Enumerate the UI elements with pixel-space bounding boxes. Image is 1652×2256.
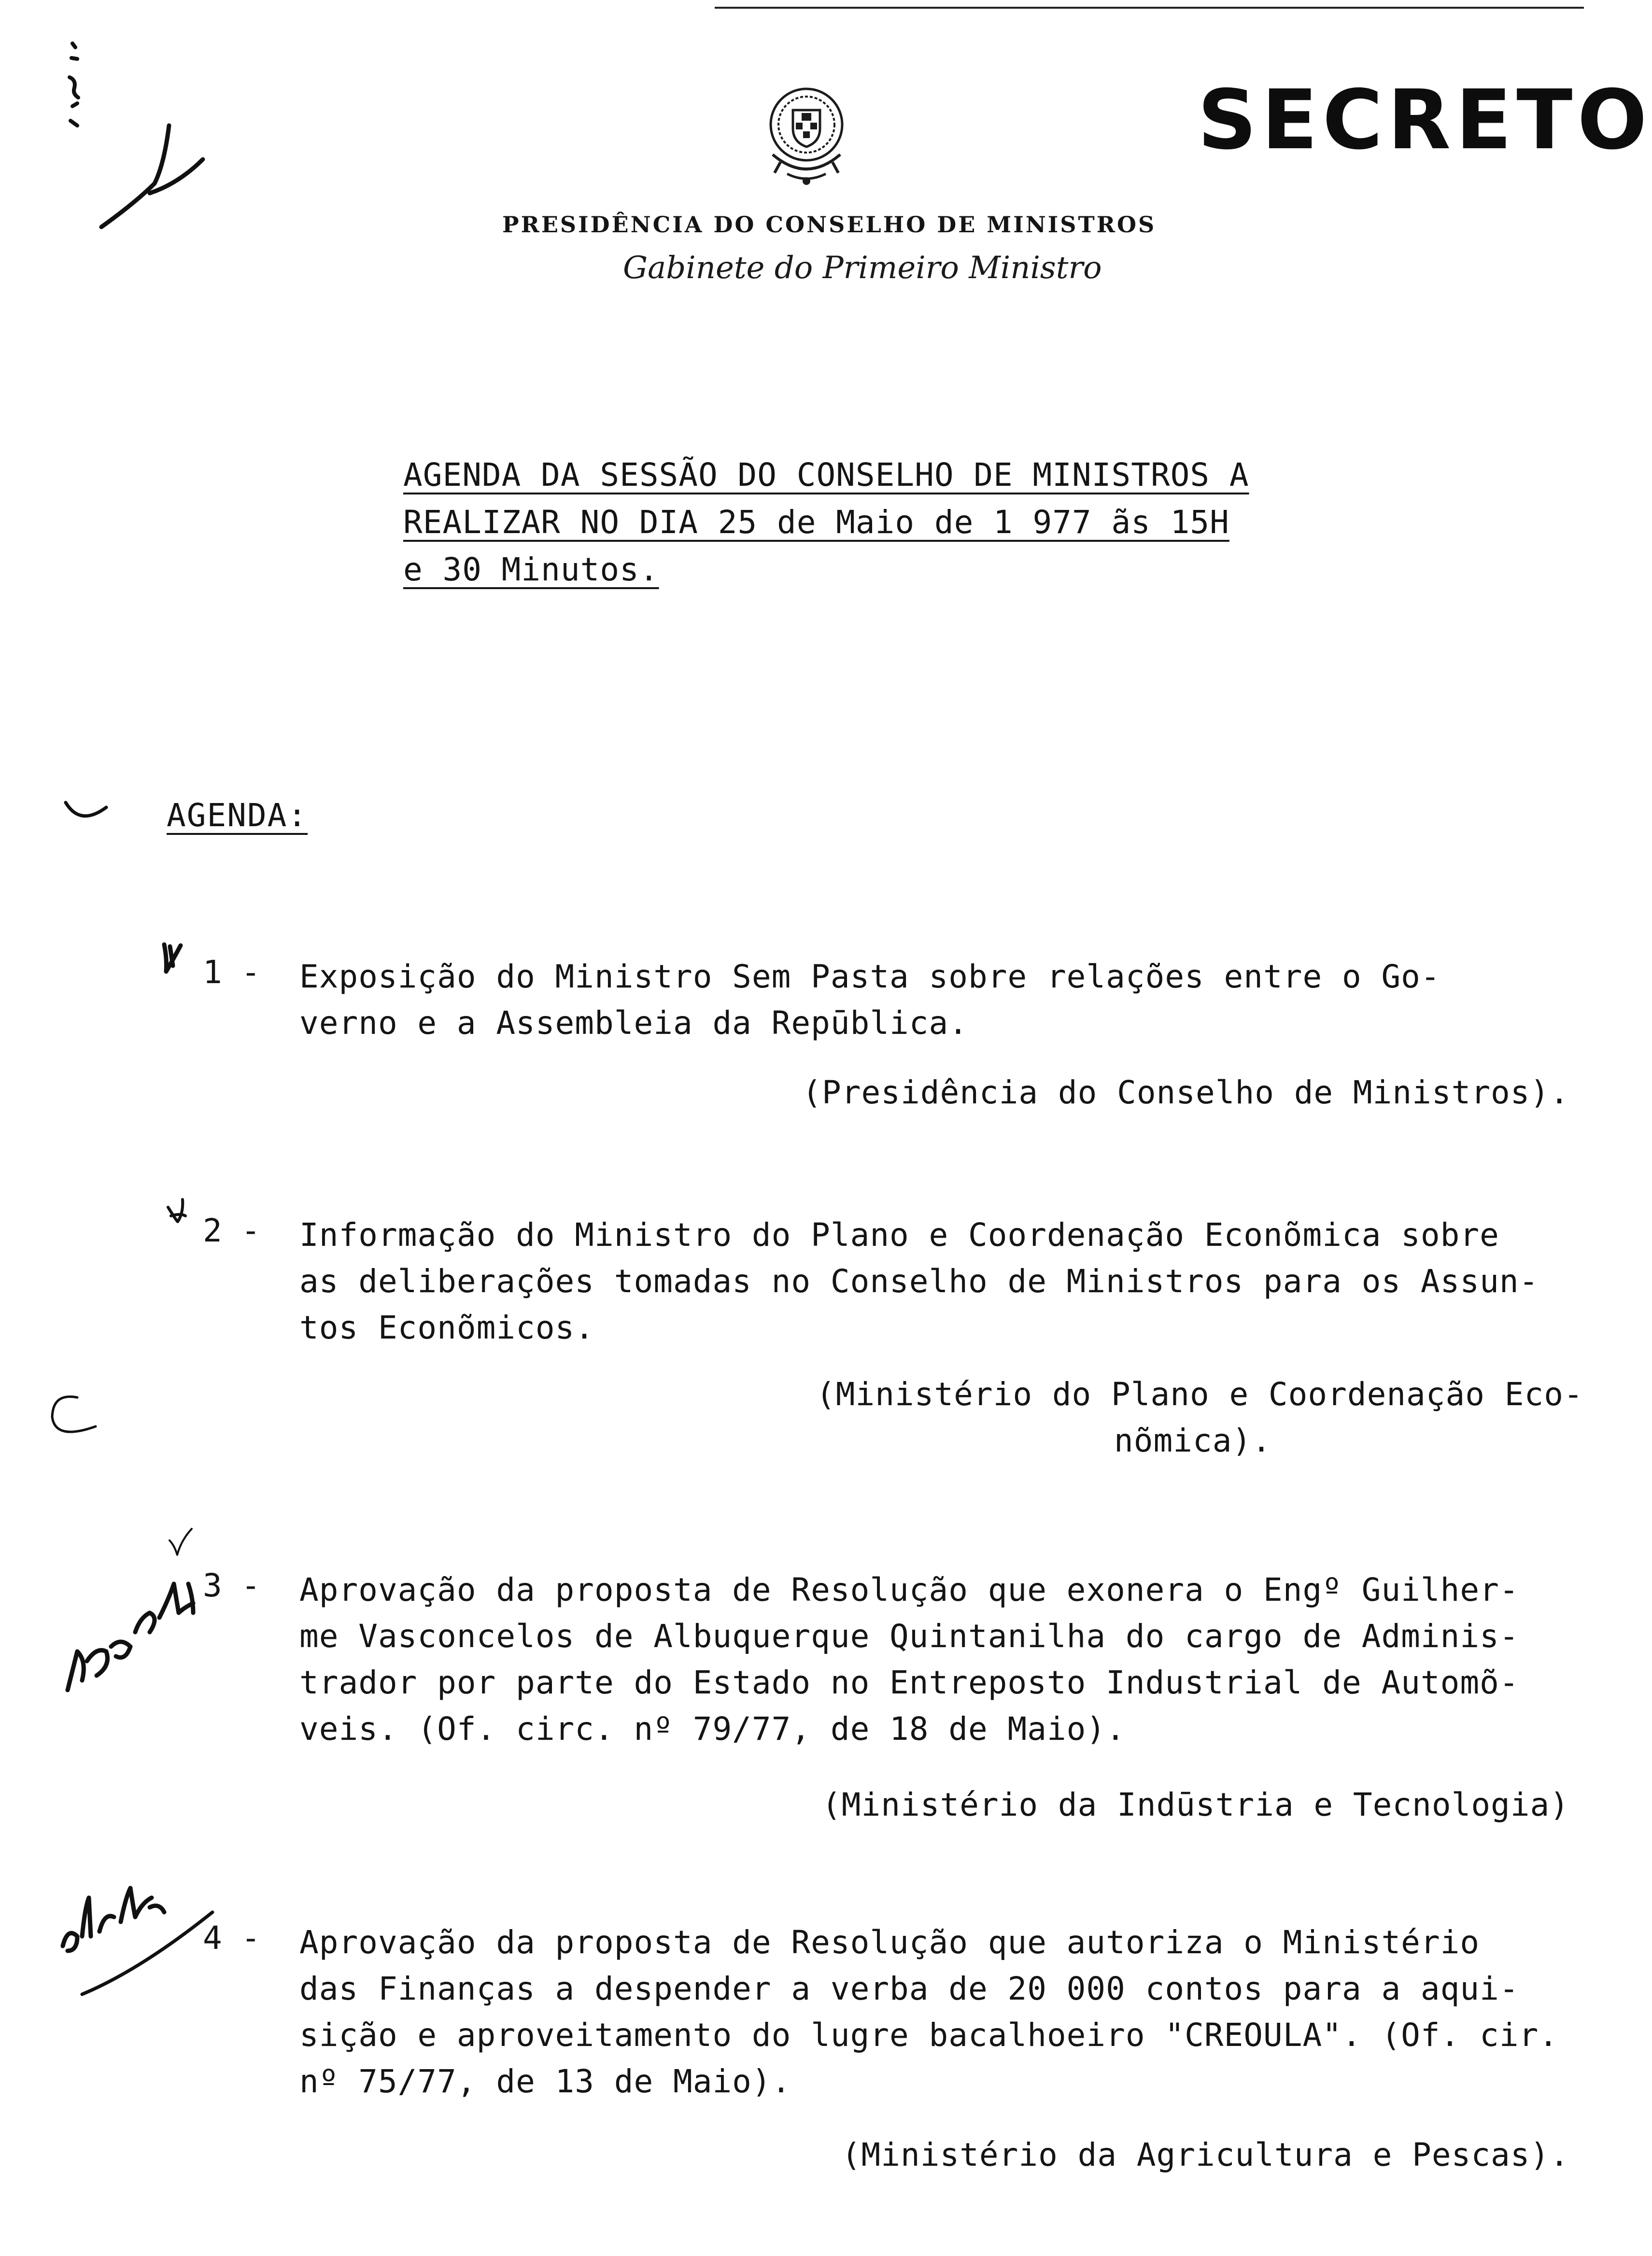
- handwritten-circle-mark: [43, 1391, 111, 1444]
- item-ministry: [773, 2132, 1569, 2178]
- item-text-line: veis. (Of. circ. nº 79/77, de 18 de Maio).: [299, 1710, 1126, 1748]
- agenda-title-line: e 30 Minutos.: [403, 551, 659, 588]
- item-text-line: verno e a Assembleia da Repūblica.: [299, 1004, 969, 1042]
- item-text-line: das Finanças a despender a verba de 20 000 contos para a aqui-: [299, 1970, 1519, 2007]
- agenda-title-line: REALIZAR NO DIA 25 de Maio de 1 977 ãs 15H: [403, 504, 1229, 541]
- item-text-line: Aprovação da proposta de Resolução que exonera o Engº Guilher-: [299, 1571, 1519, 1608]
- item-number: 2 -: [203, 1212, 261, 1249]
- item-number: 1 -: [203, 954, 261, 991]
- item-text-line: Exposição do Ministro Sem Pasta sobre relações entre o Go-: [299, 958, 1440, 995]
- item-ministry-line: (Presidência do Conselho de Ministros).: [802, 1074, 1569, 1111]
- item-text: [299, 954, 1555, 1046]
- item-text-line: nº 75/77, de 13 de Maio).: [299, 2063, 791, 2100]
- item-text-line: Informação do Ministro do Plano e Coordenação Econõmica sobre: [299, 1216, 1499, 1254]
- top-rule: [715, 7, 1584, 9]
- handwritten-check-item-1: [159, 942, 188, 975]
- handwritten-note-item-4: [53, 1878, 217, 1994]
- item-number: 4 -: [203, 1919, 261, 1957]
- item-ministry: [816, 1371, 1583, 1464]
- item-ministry-line: nõmica).: [1114, 1422, 1271, 1459]
- item-text: [299, 1919, 1559, 2105]
- agenda-item-2: [203, 1212, 1583, 1473]
- item-number: 3 -: [203, 1567, 261, 1604]
- item-text-line: as deliberações tomadas no Conselho de Ministros para os Assun-: [299, 1263, 1539, 1300]
- item-text-line: trador por parte do Estado no Entreposto Industrial de Automõ-: [299, 1664, 1519, 1701]
- agenda-item-1: [203, 954, 1569, 1118]
- handwritten-tick-item-3: [167, 1526, 196, 1560]
- item-ministry: [773, 1782, 1569, 1828]
- item-text: [299, 1212, 1555, 1351]
- item-ministry-line: (Ministério da Indūstria e Tecnologia): [822, 1786, 1569, 1823]
- handwritten-check-item-2: [164, 1198, 198, 1231]
- item-ministry: [773, 1070, 1569, 1116]
- handwritten-check-agenda: [63, 797, 111, 826]
- agenda-title: [403, 451, 1263, 593]
- item-text-line: tos Econõmicos.: [299, 1309, 595, 1346]
- agenda-item-3: [203, 1567, 1569, 1837]
- item-ministry-line: (Ministério do Plano e Coordenação Eco-: [816, 1376, 1583, 1413]
- item-text-line: Aprovação da proposta de Resolução que autoriza o Ministério: [299, 1924, 1480, 1961]
- agenda-item-4: [203, 1919, 1569, 2190]
- agenda-title-line: AGENDA DA SESSÃO DO CONSELHO DE MINISTROS A: [403, 456, 1249, 494]
- header-organization: PRESIDÊNCIA DO CONSELHO DE MINISTROS: [502, 212, 1157, 238]
- item-text-line: sição e aproveitamento do lugre bacalhoeiro "CREOULA". (Of. cir.: [299, 2016, 1559, 2054]
- item-text: [299, 1567, 1555, 1752]
- header-office: Gabinete do Primeiro Ministro: [623, 250, 1102, 286]
- coat-of-arms-icon: [758, 82, 855, 193]
- classification-stamp: SECRETO: [1198, 72, 1652, 168]
- handwritten-mark-top-left: [58, 34, 212, 208]
- item-ministry-line: (Ministério da Agricultura e Pescas).: [841, 2136, 1569, 2173]
- item-text-line: me Vasconcelos de Albuquerque Quintanilha do cargo de Adminis-: [299, 1618, 1519, 1655]
- agenda-label: AGENDA:: [167, 797, 308, 834]
